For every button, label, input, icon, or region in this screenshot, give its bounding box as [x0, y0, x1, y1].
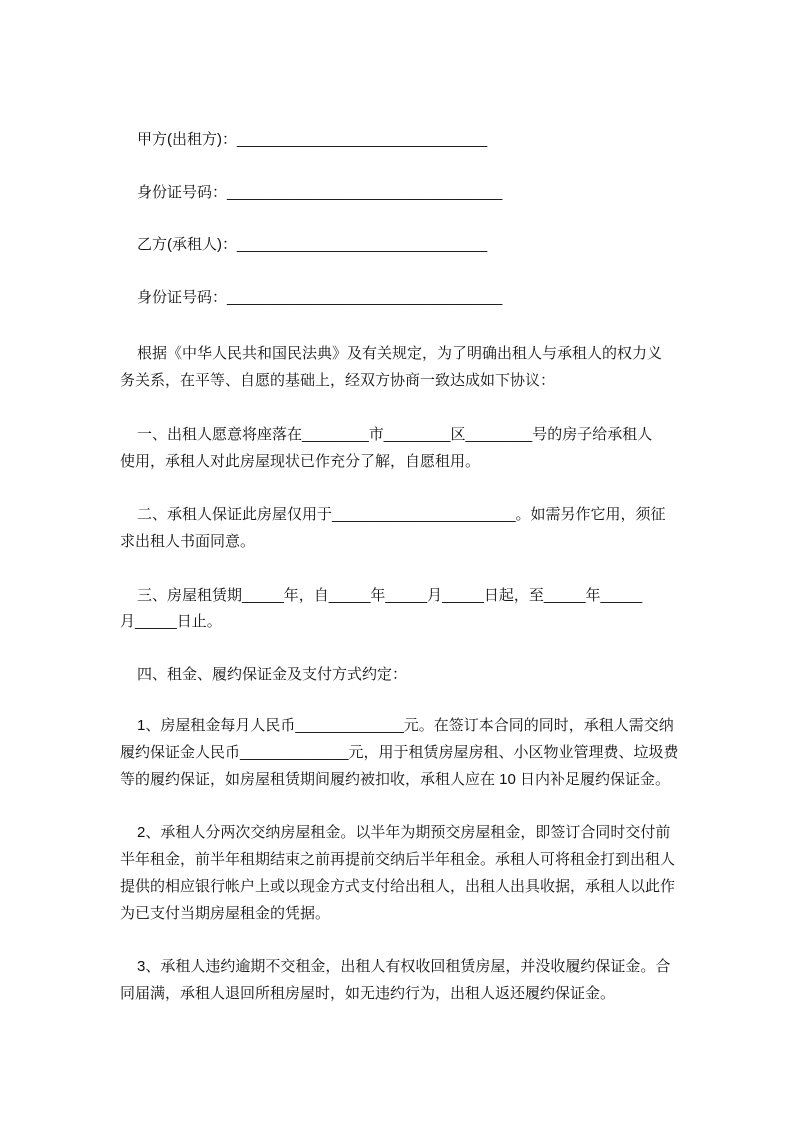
lessee-field: 乙方(承租人)：______________________________ — [137, 236, 488, 253]
item-2-line: 2、承租人分两次交纳房屋租金。以半年为期预交房屋租金，即签订合同时交付前 — [137, 824, 671, 841]
item-2-line: 为已支付当期房屋租金的凭据。 — [120, 905, 331, 922]
item-2-line: 提供的相应银行帐户上或以现金方式支付给出租人，出租人出具收据，承租人以此作 — [120, 878, 676, 895]
lessor-id-field: 身份证号码：_________________________________ — [137, 184, 503, 201]
item-1-line: 等的履约保证，如房屋租赁期间履约被扣收，承租人应在 10 日内补足履约保证金。 — [120, 771, 671, 788]
clause-4-title: 四、租金、履约保证金及支付方式约定： — [137, 666, 408, 683]
clause-3-line: 月_____日止。 — [120, 613, 222, 630]
item-3-line: 3、承租人违约逾期不交租金，出租人有权收回租赁房屋，并没收履约保证金。合 — [137, 958, 671, 975]
item-2-line: 半年租金，前半年租期结束之前再提前交纳后半年租金。承租人可将租金打到出租人 — [120, 851, 676, 868]
item-1-line: 1、房屋租金每月人民币_____________元。在签订本合同的同时，承租人需交纳 — [137, 717, 674, 734]
preamble-line: 务关系，在平等、自愿的基础上，经双方协商一致达成如下协议： — [120, 372, 556, 389]
item-3-line: 同届满，承租人退回所租房屋时，如无违约行为，出租人返还履约保证金。 — [120, 985, 616, 1002]
clause-2-line: 二、承租人保证此房屋仅用于______________________。如需另作它用，须征 — [137, 506, 666, 523]
lessee-id-field: 身份证号码：_________________________________ — [137, 289, 503, 306]
lessor-field: 甲方(出租方)：______________________________ — [137, 131, 488, 148]
preamble-line: 根据《中华人民共和国民法典》及有关规定，为了明确出租人与承租人的权力义 — [137, 345, 663, 362]
clause-1-line: 使用，承租人对此房屋现状已作充分了解，自愿租用。 — [120, 453, 481, 470]
clause-1-line: 一、出租人愿意将座落在________市________区________号的房子给承租人 — [137, 426, 653, 443]
item-1-line: 履约保证金人民币_____________元，用于租赁房屋房租、小区物业管理费、垃圾费 — [120, 744, 679, 761]
clause-2-line: 求出租人书面同意。 — [120, 533, 256, 550]
clause-3-line: 三、房屋租赁期_____年，自_____年_____月_____日起，至_____年_____ — [137, 587, 643, 604]
